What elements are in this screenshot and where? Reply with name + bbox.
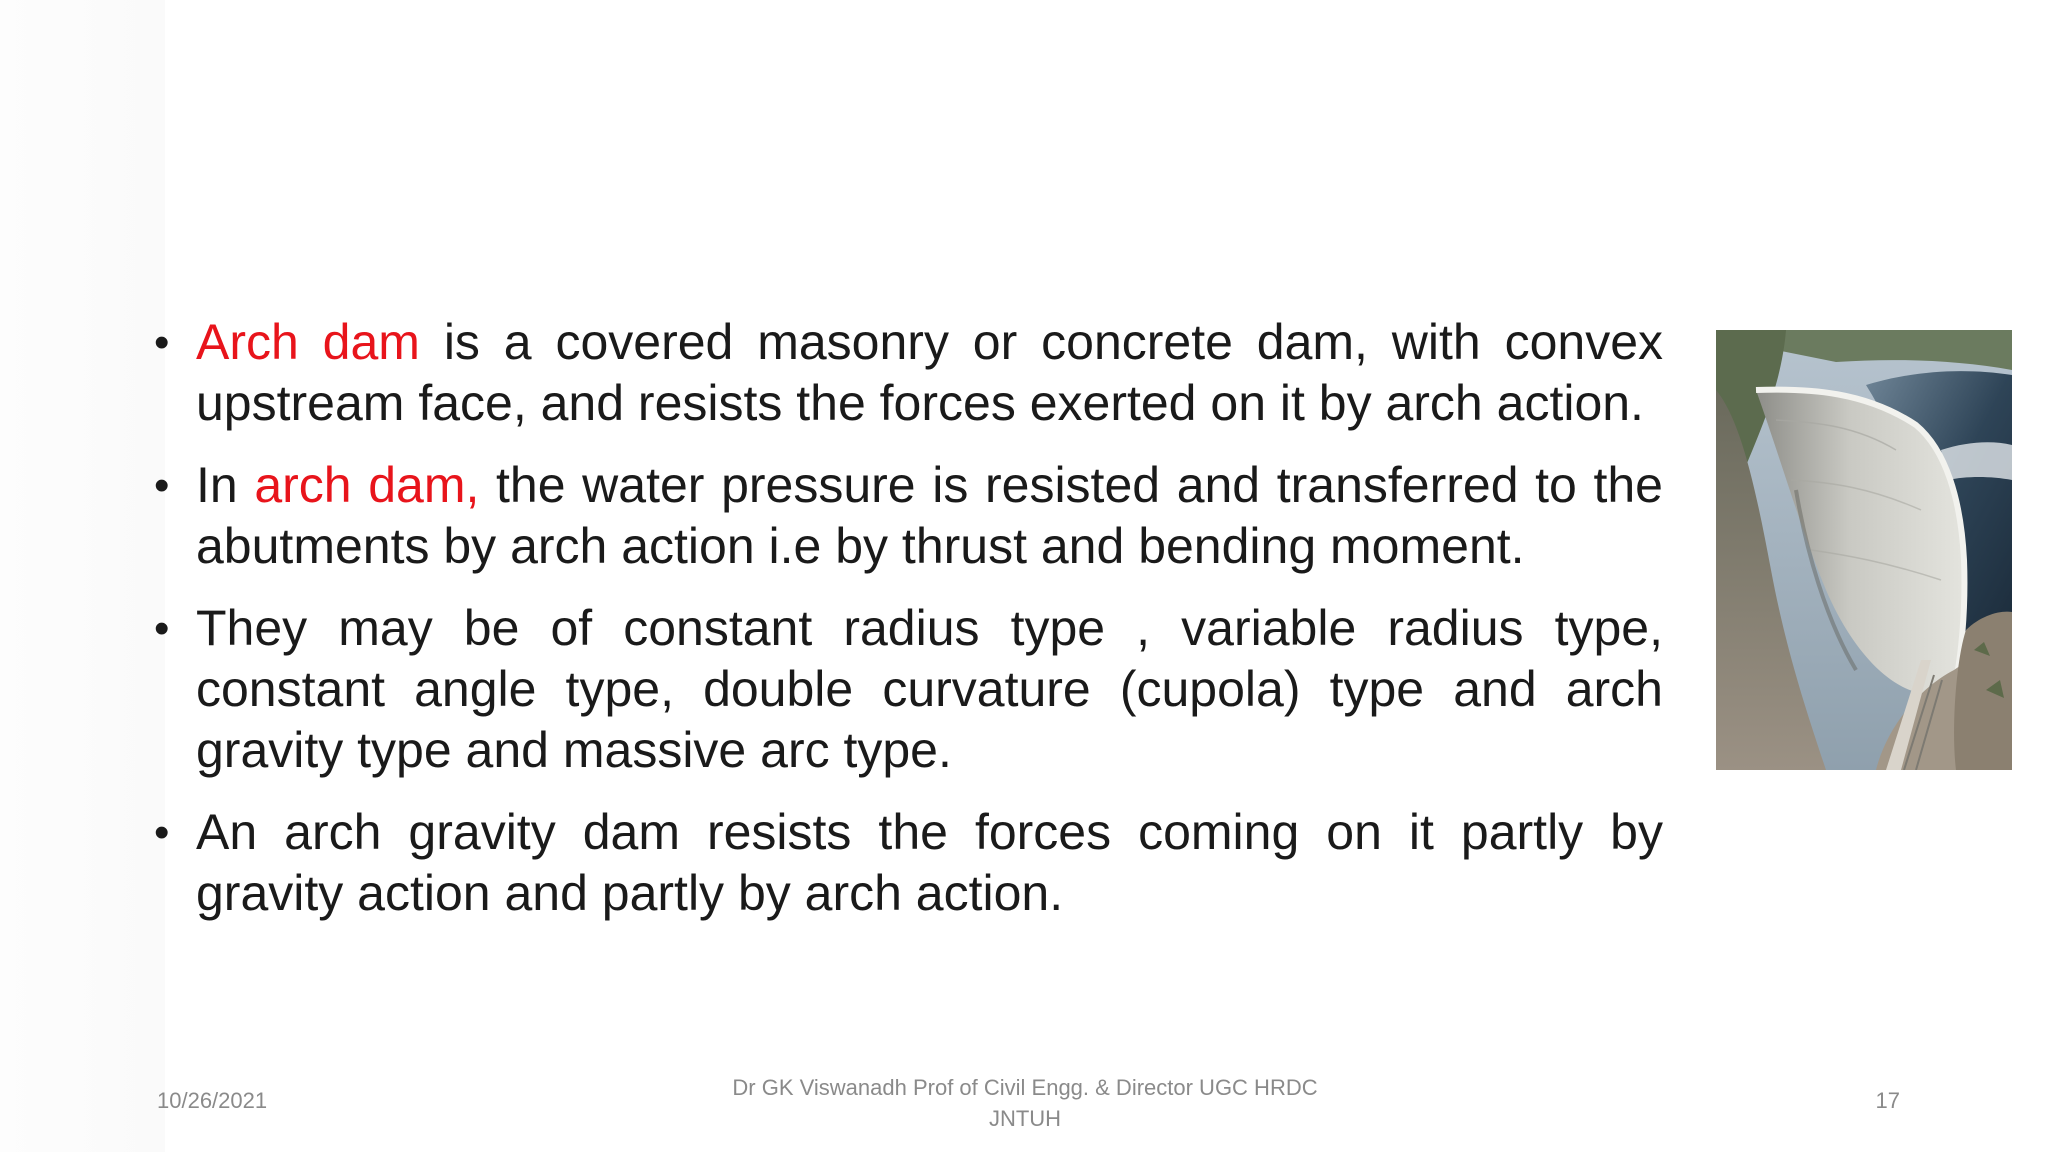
bullet-item-1 <box>148 312 1663 434</box>
bullet-lead: An arch gravity dam resists the forces coming on it partly by gravity action and partly by arch action. <box>196 804 1663 921</box>
arch-dam-illustration <box>1716 330 2012 770</box>
footer-date: 10/26/2021 <box>157 1088 268 1113</box>
footer-author-line-1: Dr GK Viswanadh Prof of Civil Engg. & Director UGC HRDC <box>732 1075 1318 1100</box>
bullet-highlight: Arch dam <box>196 314 420 370</box>
bullet-rest: the water pressure is resisted and transferred to the abutments by arch action i.e by thrust and bending moment. <box>196 457 1663 574</box>
bullet-rest: is a covered masonry or concrete dam, with convex upstream face, and resists the forces exerted on it by arch action. <box>196 314 1663 431</box>
bullet-item-2 <box>148 455 1663 577</box>
arch-dam-photo <box>1716 330 2012 770</box>
bullet-list <box>148 312 1663 945</box>
bullet-lead: They may be of constant radius type , variable radius type, constant angle type, double curvature (cupola) type and arch gravity type and massive arc type. <box>196 600 1663 778</box>
footer-page-number: 17 <box>1875 1088 1900 1113</box>
footer-author <box>660 1072 1390 1134</box>
slide-left-shade <box>0 0 165 1152</box>
bullet-dot: • <box>154 808 170 857</box>
bullet-highlight: arch dam, <box>254 457 480 513</box>
bullet-lead: In <box>196 457 255 513</box>
bullet-dot: • <box>154 604 170 653</box>
footer-author-line-2: JNTUH <box>988 1106 1062 1131</box>
bullet-item-3 <box>148 598 1663 781</box>
bullet-dot: • <box>154 318 170 367</box>
bullet-item-4 <box>148 802 1663 924</box>
bullet-dot: • <box>154 461 170 510</box>
